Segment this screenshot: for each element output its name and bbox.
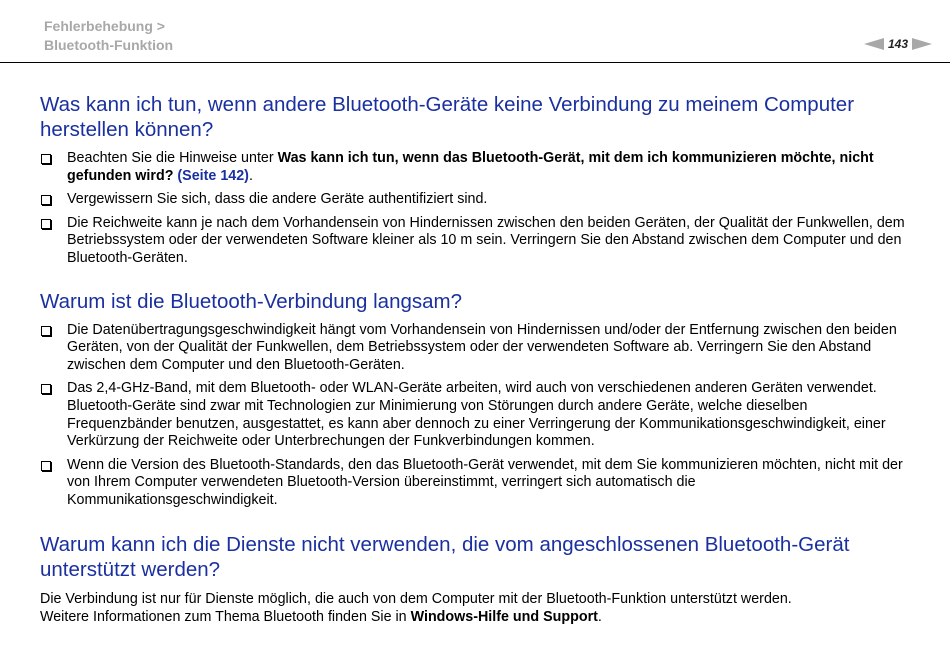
- referenced-topic: Was kann ich tun, wenn das Bluetooth-Gerät, mit dem ich kommunizieren möchte, nicht gefunden wird?: [67, 150, 874, 184]
- list-item: [40, 150, 910, 185]
- checkbox-bullet-icon: [41, 195, 51, 205]
- list-item: [40, 215, 910, 268]
- breadcrumb: [44, 17, 173, 55]
- list-item-text: Wenn die Version des Bluetooth-Standards, den das Bluetooth-Gerät verwendet, mit dem Sie kommunizieren möchten, nicht mit der von Ihrem Computer verwendeten Bluetooth-Version übereinstimmt, verringert sich automatisch die Kommunikationsgeschwindigkeit.: [67, 456, 903, 508]
- page-number: 143: [887, 37, 908, 51]
- list-item-text: Beachten Sie die Hinweise unter: [67, 150, 278, 166]
- list-item-text: Die Datenübertragungsgeschwindigkeit hängt vom Vorhandensein von Hindernissen und/oder der Entfernung zwischen den beiden Geräten, von der Qualität der Funkwellen, dem Betriebssystem oder der verwendeten Software ab. Verringern Sie den Abstand zwischen dem Computer und den Bluetooth-Geräten.: [67, 321, 897, 373]
- page-navigation: [864, 37, 932, 51]
- paragraph-line: Weitere Informationen zum Thema Bluetooth finden Sie in: [40, 609, 411, 625]
- speed-tips-list: [40, 322, 910, 510]
- checkbox-bullet-icon: [41, 461, 51, 471]
- checkbox-bullet-icon: [41, 154, 51, 164]
- punctuation: .: [597, 609, 602, 625]
- section-heading-services: Warum kann ich die Dienste nicht verwenden, die vom angeschlossenen Bluetooth-Gerät unterstützt werden?: [40, 532, 850, 581]
- breadcrumb-parent: Fehlerbehebung >: [44, 18, 165, 34]
- section-heading-connection: Was kann ich tun, wenn andere Bluetooth-Geräte keine Verbindung zu meinem Computer herstellen können?: [40, 93, 855, 141]
- breadcrumb-current: Bluetooth-Funktion: [44, 37, 174, 53]
- previous-page-arrow-icon[interactable]: [864, 38, 884, 50]
- checkbox-bullet-icon: [41, 326, 51, 336]
- help-reference: Windows-Hilfe und Support: [410, 609, 598, 625]
- list-item: [40, 322, 910, 375]
- checkbox-bullet-icon: [41, 384, 51, 394]
- list-item: [40, 380, 910, 450]
- section-heading-speed: Warum ist die Bluetooth-Verbindung langsam?: [40, 289, 463, 313]
- page-reference-link[interactable]: (Seite 142): [177, 167, 249, 184]
- list-item: [40, 457, 910, 510]
- list-item-text: Vergewissern Sie sich, dass die andere Geräte authentifiziert sind.: [67, 191, 488, 208]
- checkbox-bullet-icon: [41, 219, 51, 229]
- main-content: [40, 92, 910, 627]
- header-divider: [0, 62, 950, 63]
- next-page-arrow-icon[interactable]: [912, 38, 932, 50]
- services-paragraph: [40, 590, 910, 627]
- list-item-text: Die Reichweite kann je nach dem Vorhandensein von Hindernissen zwischen den beiden Geräten, der Qualität der Funkwellen, dem Betriebssystem oder der verwendeten Software kleiner als 10 m sein. Verringern Sie den Abstand zwischen dem Computer und den Bluetooth-Geräten.: [67, 214, 905, 266]
- list-item: [40, 191, 910, 209]
- punctuation: .: [248, 167, 253, 184]
- paragraph-line: Die Verbindung ist nur für Dienste möglich, die auch von dem Computer mit der Bluetooth-Funktion unterstützt werden.: [40, 590, 792, 607]
- connection-tips-list: [40, 150, 910, 268]
- list-item-text: Das 2,4-GHz-Band, mit dem Bluetooth- oder WLAN-Geräte arbeiten, wird auch von verschiedenen anderen Geräten verwendet. Bluetooth-Geräte sind zwar mit Technologien zur Minimierung von Störungen durch andere Geräte, welche dieselben Frequenzbänder benutzen, ausgestattet, es kann aber dennoch zu einer Verringerung der Kommunikationsgeschwindigkeit, einer Verkürzung der Reichweite oder Unterbrechungen der Funkverbindungen kommen.: [67, 380, 886, 450]
